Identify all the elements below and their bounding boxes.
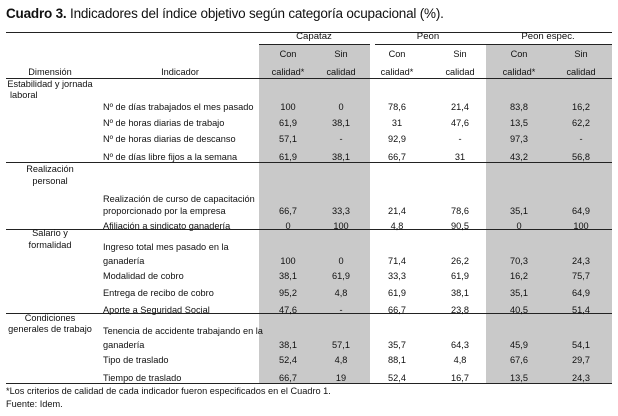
table-cell: 45,9	[510, 340, 528, 350]
indicator-label: Nº de días trabajados el mes pasado	[103, 102, 254, 112]
table-cell: 54,1	[572, 340, 590, 350]
table-cell: 100	[280, 102, 296, 112]
sin-header: calidad	[566, 67, 596, 77]
table-cell: -	[339, 134, 343, 144]
group-underline	[375, 44, 486, 45]
table-cell: 0	[285, 221, 291, 231]
indicator-label: Ingreso total mes pasado en la	[103, 242, 229, 252]
indicator-label: Nº de horas diarias de trabajo	[103, 118, 225, 128]
table-cell: 83,8	[510, 102, 528, 112]
dimension-label: Condiciones	[24, 313, 76, 323]
table-cell: 35,7	[388, 340, 406, 350]
indicator-label: Tiempo de traslado	[103, 373, 182, 383]
dimension-label: generales de trabajo	[8, 324, 92, 334]
table-cell: 100	[333, 221, 349, 231]
table-cell: 90,5	[451, 221, 469, 231]
table-cell: 0	[338, 102, 344, 112]
indicator-label: Tipo de traslado	[103, 355, 169, 365]
table-cell: 78,6	[388, 102, 406, 112]
table-cell: 64,3	[451, 340, 469, 350]
table-cell: 13,5	[510, 373, 528, 383]
sin-header: calidad	[445, 67, 475, 77]
table-cell: 62,2	[572, 118, 590, 128]
group-header: Capataz	[296, 31, 332, 42]
table-cell: 23,8	[451, 305, 469, 315]
table-cell: 70,3	[510, 256, 528, 266]
table-cell: 19	[335, 373, 347, 383]
table-cell: 16,2	[510, 271, 528, 281]
table-cell: 38,1	[451, 288, 469, 298]
table-cell: 64,9	[572, 206, 590, 216]
table-cell: 61,9	[279, 152, 297, 162]
indicator-label: Realización de curso de capacitación	[103, 194, 255, 204]
table-cell: 95,2	[279, 288, 297, 298]
indicator-label: Tenencia de accidente trabajando en la	[103, 326, 263, 336]
table-cell: 97,3	[510, 134, 528, 144]
dimension-label: Estabilidad y jornada	[7, 79, 93, 89]
dimension-label: Salario y	[32, 228, 68, 238]
table-cell: 4,8	[390, 221, 404, 231]
table-cell: 47,6	[451, 118, 469, 128]
table-cell: 67,6	[510, 355, 528, 365]
table-cell: 38,1	[332, 118, 350, 128]
con-header: calidad*	[271, 67, 305, 77]
dimension-label: personal	[32, 176, 68, 186]
table-cell: 61,9	[451, 271, 469, 281]
table-cell: 24,3	[572, 256, 590, 266]
table-cell: 61,9	[388, 288, 406, 298]
con-header: calidad*	[502, 67, 536, 77]
con-header: Con	[279, 49, 297, 59]
table-cell: 78,6	[451, 206, 469, 216]
table-cell: 61,9	[279, 118, 297, 128]
table-cell: 21,4	[451, 102, 469, 112]
table-cell: 35,1	[510, 206, 528, 216]
table-cell: 57,1	[332, 340, 350, 350]
con-header: calidad*	[380, 67, 414, 77]
table-cell: 66,7	[388, 152, 406, 162]
table-cell: 0	[516, 221, 522, 231]
group-header: Peon	[416, 31, 440, 42]
indicator-label: Entrega de recibo de cobro	[103, 288, 214, 298]
table-title	[6, 6, 444, 21]
table-cell: 52,4	[388, 373, 406, 383]
group-header: Peon espec.	[521, 31, 575, 42]
con-header: Con	[388, 49, 406, 59]
sin-header: Sin	[574, 49, 588, 59]
table-cell: 57,1	[279, 134, 297, 144]
table-cell: 71,4	[388, 256, 406, 266]
table-number: Cuadro 3.	[6, 6, 67, 21]
sin-header: Sin	[453, 49, 467, 59]
indicator-label: ganadería	[103, 256, 145, 266]
table-cell: 40,5	[510, 305, 528, 315]
table-cell: 38,1	[279, 340, 297, 350]
table-cell: 4,8	[334, 355, 348, 365]
table-cell: 52,4	[279, 355, 297, 365]
indicator-label: proporcionado por la empresa	[103, 206, 226, 216]
table-cell: 16,2	[572, 102, 590, 112]
con-header: Con	[510, 49, 528, 59]
dimension-label: formalidad	[28, 240, 72, 250]
indicador-header: Indicador	[161, 67, 199, 77]
indicator-label: ganadería	[103, 340, 145, 350]
indicator-label: Nº de días libre fijos a la semana	[103, 152, 238, 162]
table-cell: 61,9	[332, 271, 350, 281]
dimension-header: Dimensión	[28, 67, 72, 77]
table-cell: 38,1	[279, 271, 297, 281]
table-cell: 0	[338, 256, 344, 266]
table-cell: -	[458, 134, 462, 144]
table-cell: 51,4	[572, 305, 590, 315]
indicator-label: Nº de horas diarias de descanso	[103, 134, 236, 144]
table-caption: Indicadores del índice objetivo según categoría ocupacional (%).	[66, 6, 444, 21]
group-underline	[259, 44, 370, 45]
footnote-source: Fuente: Idem.	[6, 399, 63, 409]
table-cell: 64,9	[572, 288, 590, 298]
table-cell: 100	[573, 221, 589, 231]
table-cell: 66,7	[279, 206, 297, 216]
table-cell: 29,7	[572, 355, 590, 365]
table-cell: 33,3	[388, 271, 406, 281]
table-cell: 26,2	[451, 256, 469, 266]
footnote-criteria: *Los criterios de calidad de cada indicador fueron especificados en el Cuadro 1.	[6, 386, 331, 396]
table-cell: 100	[280, 256, 296, 266]
indicator-label: Modalidad de cobro	[103, 271, 184, 281]
table-cell: -	[579, 134, 583, 144]
table-cell: 16,7	[451, 373, 469, 383]
table-cell: 24,3	[572, 373, 590, 383]
table-cell: -	[339, 305, 343, 315]
table-cell: 66,7	[388, 305, 406, 315]
table-cell: 47,6	[279, 305, 297, 315]
table-cell: 56,8	[572, 152, 590, 162]
table-cell: 43,2	[510, 152, 528, 162]
table-cell: 31	[454, 152, 466, 162]
table-cell: 13,5	[510, 118, 528, 128]
table-cell: 4,8	[334, 288, 348, 298]
table-cell: 4,8	[453, 355, 467, 365]
indicator-label: Afiliación a sindicato ganadería	[103, 221, 231, 231]
dimension-label: Realización	[26, 164, 74, 174]
indicator-label: Aporte a Seguridad Social	[103, 305, 210, 315]
dimension-label: laboral	[10, 90, 38, 100]
group-underline	[486, 44, 612, 45]
table-cell: 35,1	[510, 288, 528, 298]
table-cell: 92,9	[388, 134, 406, 144]
table-cell: 88,1	[388, 355, 406, 365]
sin-header: Sin	[334, 49, 348, 59]
table-cell: 31	[391, 118, 403, 128]
sin-header: calidad	[326, 67, 356, 77]
table-cell: 66,7	[279, 373, 297, 383]
table-cell: 75,7	[572, 271, 590, 281]
table-cell: 33,3	[332, 206, 350, 216]
table-cell: 38,1	[332, 152, 350, 162]
table-cell: 21,4	[388, 206, 406, 216]
